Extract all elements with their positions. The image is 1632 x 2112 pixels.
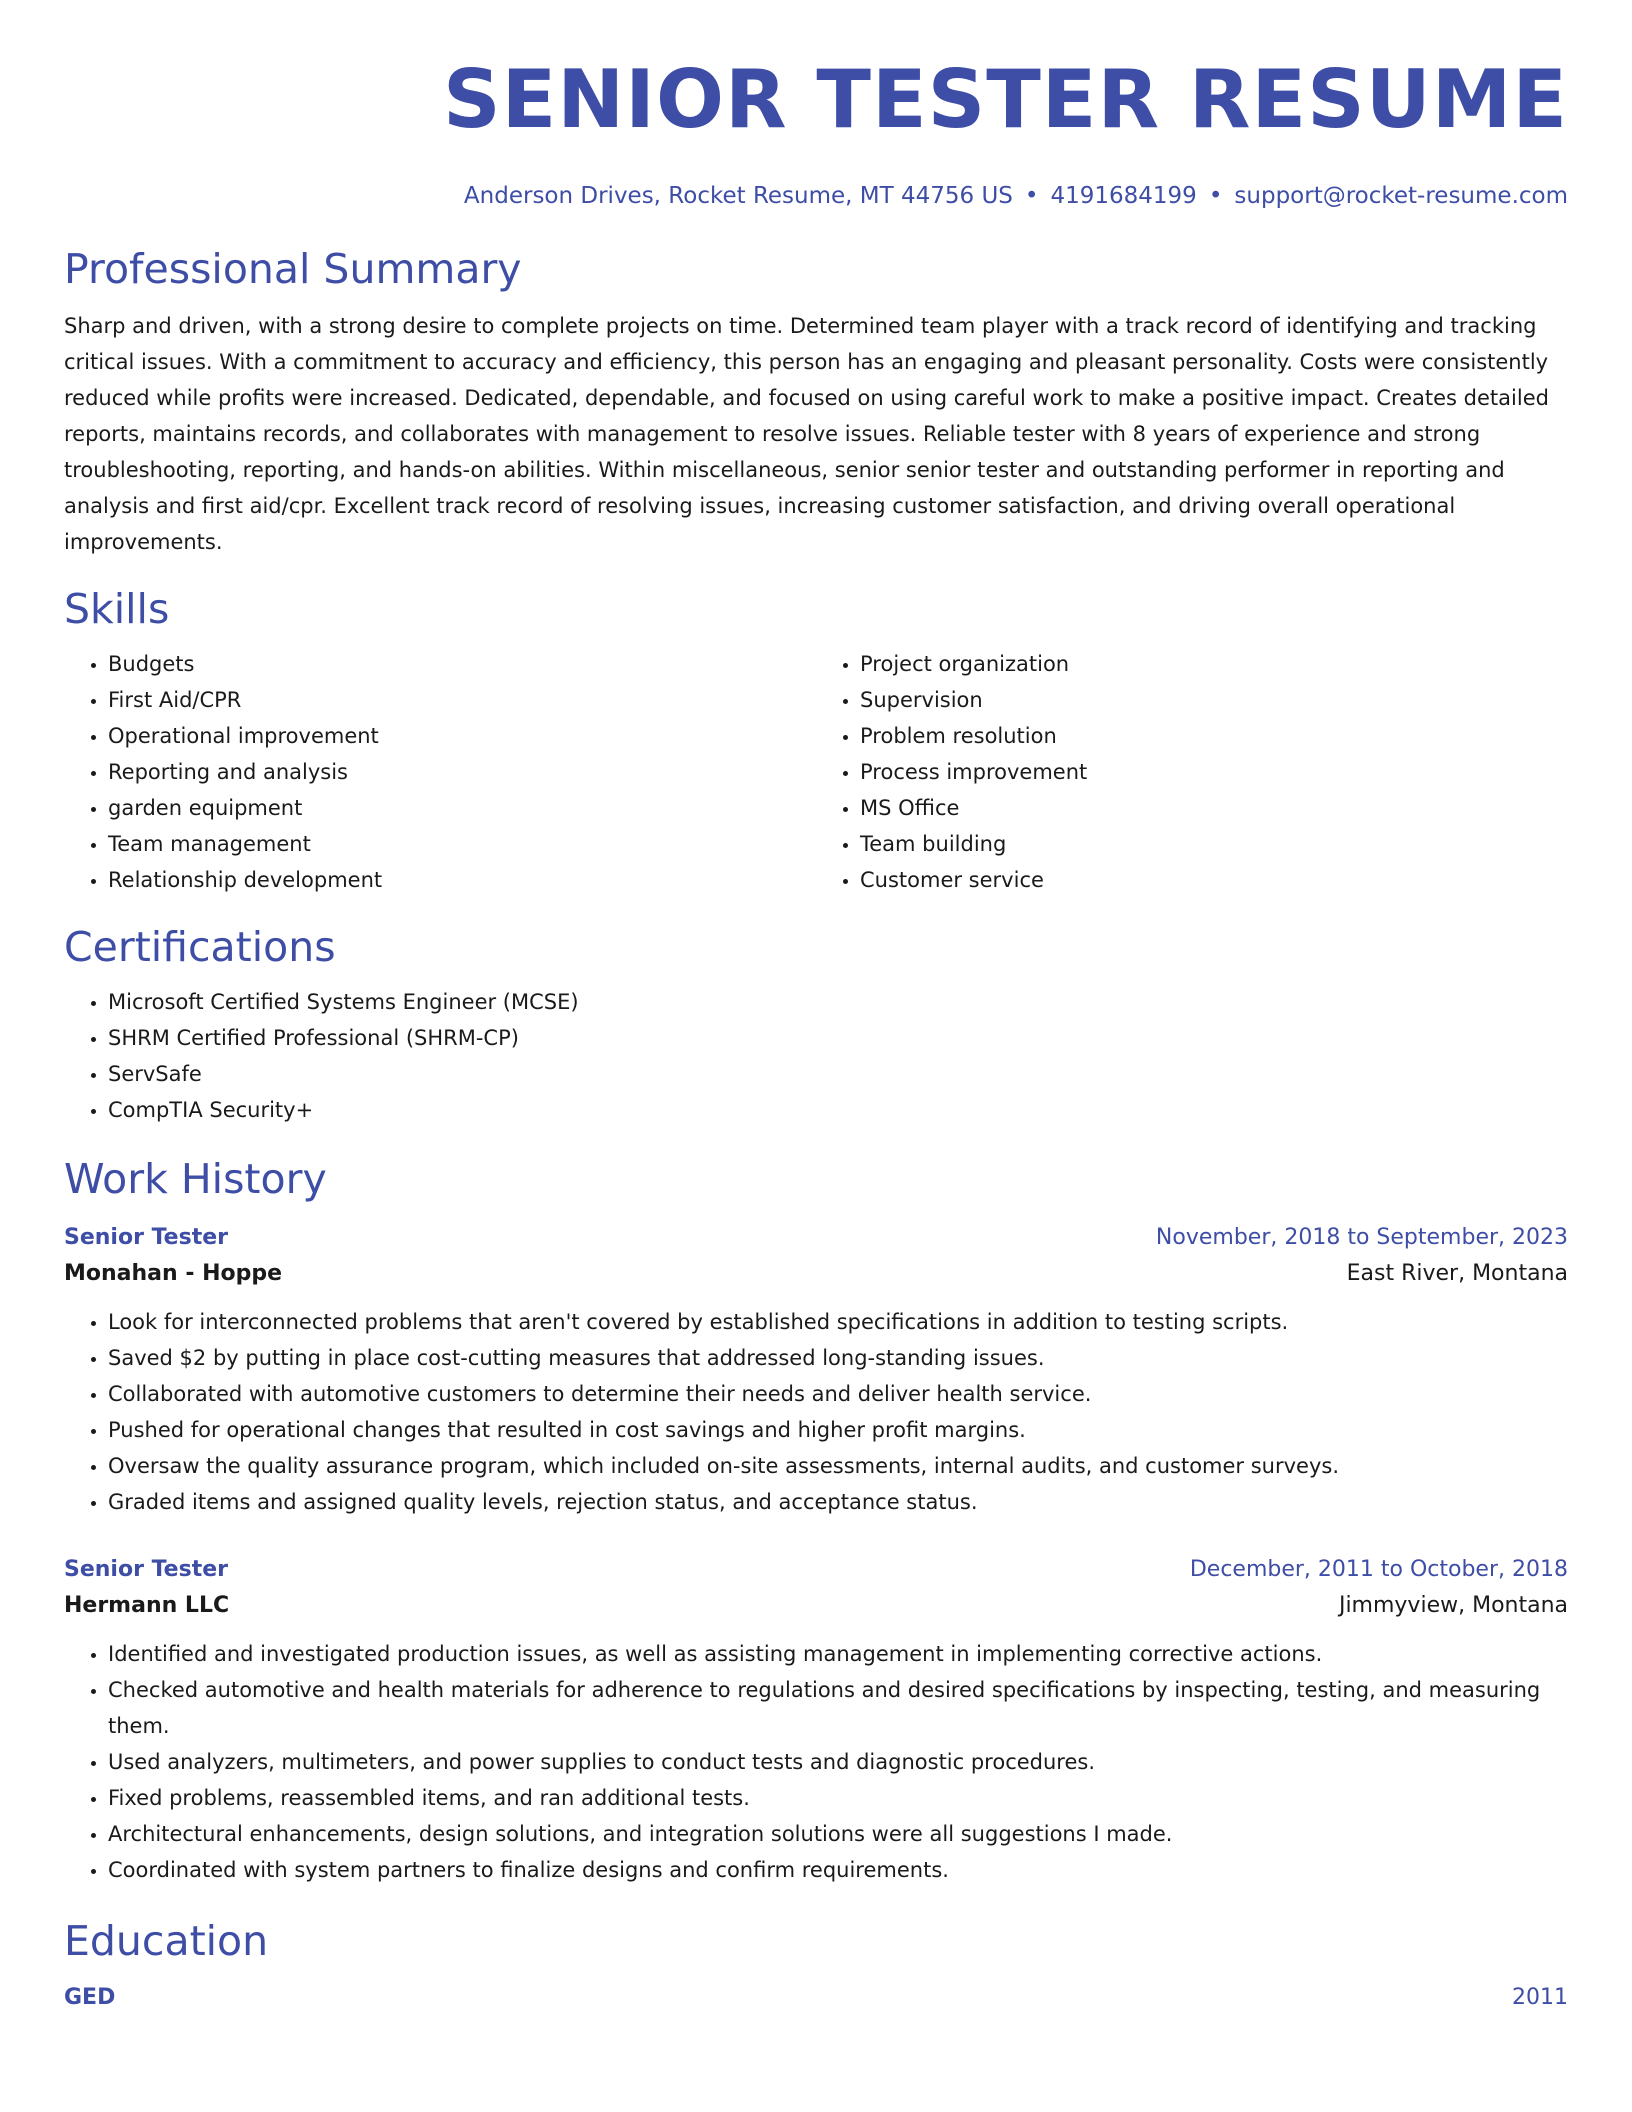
summary-heading: Professional Summary bbox=[64, 245, 522, 293]
skill-item: • Team building bbox=[860, 826, 1568, 862]
job-bullet: • Architectural enhancements, design solutions, and integration solutions were all suggestions I made. bbox=[108, 1816, 1568, 1852]
skill-item: • Team management bbox=[108, 826, 816, 862]
job-dates: December, 2011 to October, 2018 bbox=[1189, 1557, 1568, 1582]
job-entry bbox=[64, 1220, 1568, 1520]
skill-item: • Reporting and analysis bbox=[108, 754, 816, 790]
certifications-list bbox=[64, 984, 1568, 1128]
skills-heading: Skills bbox=[64, 585, 170, 633]
certification-item: • ServSafe bbox=[108, 1056, 1568, 1092]
job-bullet: • Fixed problems, reassembled items, and ran additional tests. bbox=[108, 1780, 1568, 1816]
work-history-heading: Work History bbox=[64, 1155, 327, 1203]
job-header bbox=[64, 1220, 1568, 1256]
skills-right-list bbox=[816, 646, 1568, 898]
certification-item: • CompTIA Security+ bbox=[108, 1092, 1568, 1128]
skill-item: • MS Office bbox=[860, 790, 1568, 826]
job-bullet: • Identified and investigated production issues, as well as assisting management in implementing corrective actions. bbox=[108, 1636, 1568, 1672]
skill-item: • Operational improvement bbox=[108, 718, 816, 754]
skill-item: • Supervision bbox=[860, 682, 1568, 718]
skill-item: • First Aid/CPR bbox=[108, 682, 816, 718]
job-company: Monahan - Hoppe bbox=[64, 1261, 283, 1286]
skill-item: • Customer service bbox=[860, 862, 1568, 898]
job-location: East River, Montana bbox=[1346, 1261, 1568, 1286]
resume-title: SENIOR TESTER RESUME bbox=[442, 53, 1568, 146]
skill-item: • Problem resolution bbox=[860, 718, 1568, 754]
contact-line bbox=[64, 178, 1568, 214]
skill-item: • garden equipment bbox=[108, 790, 816, 826]
job-location: Jimmyview, Montana bbox=[1338, 1593, 1568, 1618]
job-title: Senior Tester bbox=[64, 1225, 228, 1250]
job-bullet: • Collaborated with automotive customers to determine their needs and deliver health service. bbox=[108, 1376, 1568, 1412]
skills-left-list bbox=[64, 646, 816, 898]
job-bullet: • Checked automotive and health materials for adherence to regulations and desired specifications by inspecting, testing, and measuring them. bbox=[108, 1672, 1568, 1744]
education-heading: Education bbox=[64, 1917, 269, 1965]
skills-columns bbox=[64, 646, 1568, 898]
job-bullet: • Graded items and assigned quality levels, rejection status, and acceptance status. bbox=[108, 1484, 1568, 1520]
address: Anderson Drives, Rocket Resume, MT 44756 US bbox=[463, 183, 1013, 209]
job-bullet: • Used analyzers, multimeters, and power supplies to conduct tests and diagnostic procedures. bbox=[108, 1744, 1568, 1780]
job-header bbox=[64, 1552, 1568, 1588]
certification-item: • SHRM Certified Professional (SHRM-CP) bbox=[108, 1020, 1568, 1056]
skill-item: • Budgets bbox=[108, 646, 816, 682]
job-entry bbox=[64, 1552, 1568, 1888]
skill-item: • Project organization bbox=[860, 646, 1568, 682]
job-dates: November, 2018 to September, 2023 bbox=[1155, 1225, 1568, 1250]
skill-item: • Relationship development bbox=[108, 862, 816, 898]
education-degree: GED bbox=[64, 1985, 116, 2010]
job-subheader bbox=[64, 1256, 1568, 1292]
summary-text: Sharp and driven, with a strong desire to complete projects on time. Determined team player with a track record of identifying and tracking critical issues. With a commitment to accuracy and efficiency, this person has an engaging and pleasant personality. Costs were consistently reduced while profits were increased. Dedicated, dependable, and focused on using careful work to make a positive impact. Creates detailed reports, maintains records, and collaborates with management to resolve issues. Reliable tester with 8 years of experience and strong troubleshooting, reporting, and hands-on abilities. Within miscellaneous, senior senior tester and outstanding performer in reporting and analysis and first aid/cpr. Excellent track record of resolving issues, increasing customer satisfaction, and driving overall operational improvements. bbox=[64, 314, 1549, 554]
education-entry bbox=[64, 1980, 1568, 2016]
job-subheader bbox=[64, 1588, 1568, 1624]
job-bullet: • Oversaw the quality assurance program, which included on-site assessments, internal audits, and customer surveys. bbox=[108, 1448, 1568, 1484]
separator-dot: • bbox=[1208, 183, 1223, 209]
education-year: 2011 bbox=[1512, 1985, 1568, 2010]
job-bullet: • Saved $2 by putting in place cost-cutting measures that addressed long-standing issues. bbox=[108, 1340, 1568, 1376]
separator-dot: • bbox=[1024, 183, 1039, 209]
job-company: Hermann LLC bbox=[64, 1593, 230, 1618]
job-title: Senior Tester bbox=[64, 1557, 228, 1582]
job-bullet: • Look for interconnected problems that aren't covered by established specifications in addition to testing scripts. bbox=[108, 1304, 1568, 1340]
job-bullet: • Pushed for operational changes that resulted in cost savings and higher profit margins. bbox=[108, 1412, 1568, 1448]
phone: 4191684199 bbox=[1050, 183, 1197, 209]
skill-item: • Process improvement bbox=[860, 754, 1568, 790]
job-bullets bbox=[64, 1636, 1568, 1888]
job-bullet: • Coordinated with system partners to finalize designs and confirm requirements. bbox=[108, 1852, 1568, 1888]
certifications-heading: Certifications bbox=[64, 923, 336, 971]
job-bullets bbox=[64, 1304, 1568, 1520]
certification-item: • Microsoft Certified Systems Engineer (MCSE) bbox=[108, 984, 1568, 1020]
email-link[interactable]: support@rocket-resume.com bbox=[1234, 183, 1568, 209]
